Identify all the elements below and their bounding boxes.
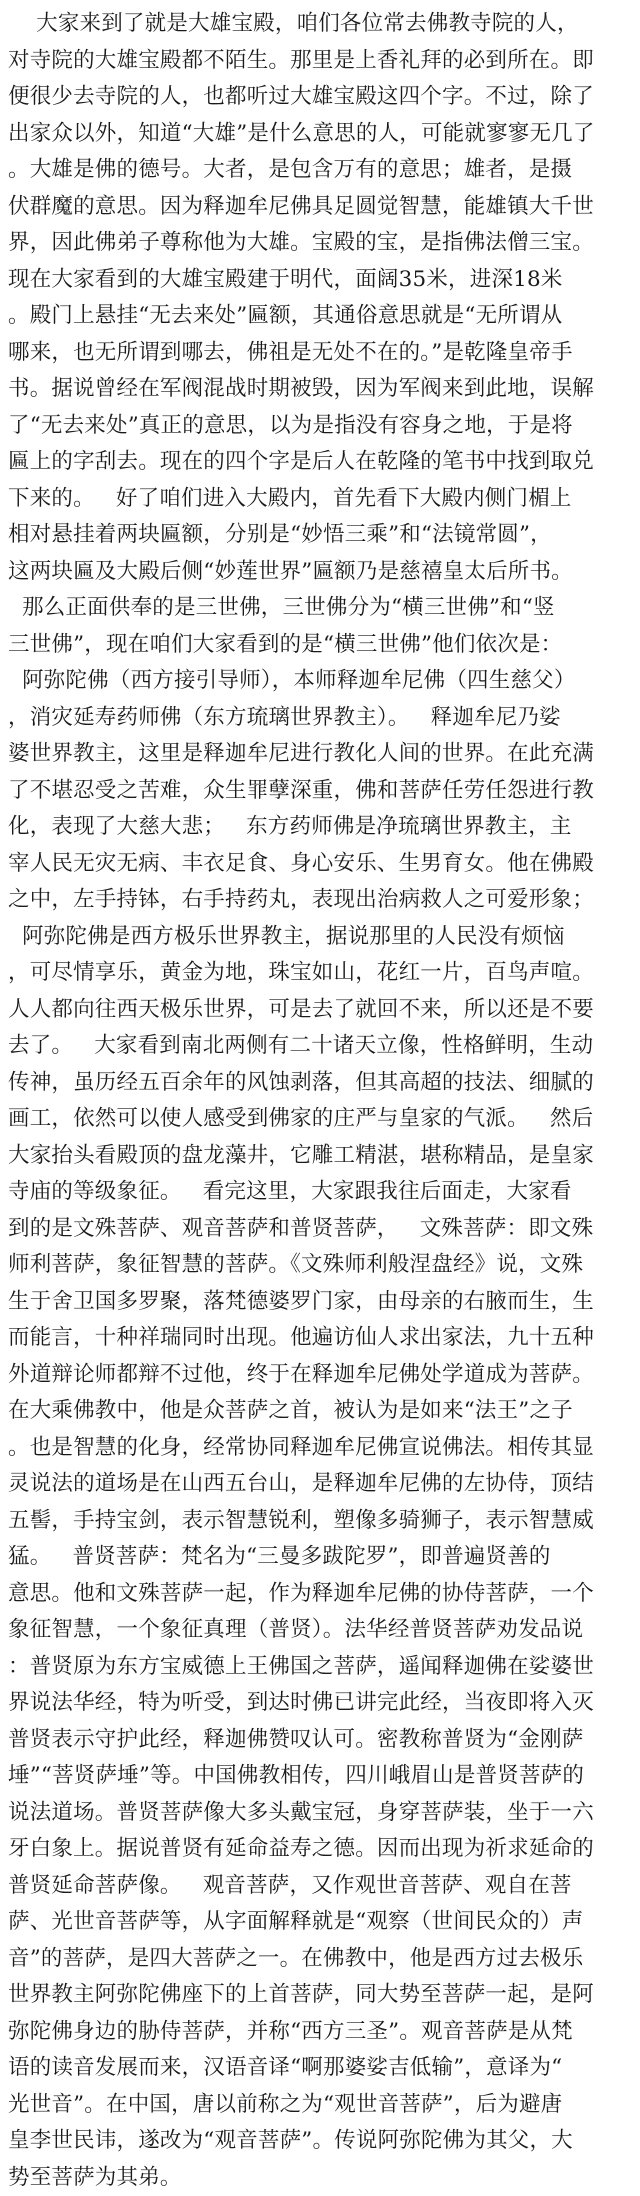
text-line: 下来的。 好了咱们进入大殿内，首先看下大殿内侧门楣上 — [8, 481, 630, 518]
text-line: 埵”“菩贤萨埵”等。中国佛教相传，四川峨眉山是普贤菩萨的 — [8, 1758, 630, 1795]
text-line: 牙白象上。据说普贤有延命益寿之德。因而出现为祈求延命的 — [8, 1831, 630, 1868]
text-line: 伏群魔的意思。因为释迦牟尼佛具足圆觉智慧，能雄镇大千世 — [8, 189, 630, 226]
text-line: 到的是文殊菩萨、观音菩萨和普贤菩萨， 文殊菩萨：即文殊 — [8, 1211, 630, 1248]
text-line: 语的读音发展而来，汉语音译“啊那婆娑吉低输”，意译为“ — [8, 2050, 630, 2087]
text-line: 传神，虽历经五百余年的风蚀剥落，但其高超的技法、细腻的 — [8, 1065, 630, 1102]
text-line: 弥陀佛身边的胁侍菩萨，并称“西方三圣”。观音菩萨是从梵 — [8, 2014, 630, 2051]
text-line: 现在大家看到的大雄宝殿建于明代，面阔35米，进深18米 — [8, 262, 630, 299]
text-line: 便很少去寺院的人，也都听过大雄宝殿这四个字。不过，除了 — [8, 79, 630, 116]
text-line: 寺庙的等级象征。 看完这里，大家跟我往后面走，大家看 — [8, 1174, 630, 1211]
text-line: 生于舍卫国多罗聚，落梵德婆罗门家，由母亲的右腋而生，生 — [8, 1284, 630, 1321]
text-line: 皇李世民讳，遂改为“观音菩萨”。传说阿弥陀佛为其父，大 — [8, 2123, 630, 2160]
text-line: 了“无去来处”真正的意思，以为是指没有容身之地，于是将 — [8, 408, 630, 445]
text-line: 阿弥陀佛（西方接引导师），本师释迦牟尼佛（四生慈父） — [8, 663, 630, 700]
text-line: 化，表现了大慈大悲； 东方药师佛是净琉璃世界教主，主 — [8, 809, 630, 846]
text-line: 这两块匾及大殿后侧“妙莲世界”匾额乃是慈禧皇太后所书。 — [8, 554, 630, 591]
text-line: 对寺院的大雄宝殿都不陌生。那里是上香礼拜的必到所在。即 — [8, 43, 630, 80]
text-line: ，消灾延寿药师佛（东方琉璃世界教主）。 释迦牟尼乃娑 — [8, 700, 630, 737]
text-line: 大家来到了就是大雄宝殿，咱们各位常去佛教寺院的人， — [8, 6, 630, 43]
text-line: 阿弥陀佛是西方极乐世界教主，据说那里的人民没有烦恼 — [8, 919, 630, 956]
text-line: 婆世界教主，这里是释迦牟尼进行教化人间的世界。在此充满 — [8, 736, 630, 773]
text-line: 。殿门上悬挂“无去来处”匾额，其通俗意思就是“无所谓从 — [8, 298, 630, 335]
text-line: 三世佛”，现在咱们大家看到的是“横三世佛”他们依次是： — [8, 627, 630, 664]
text-line: 音”的菩萨，是四大菩萨之一。在佛教中，他是西方过去极乐 — [8, 1941, 630, 1978]
text-line: 。也是智慧的化身，经常协同释迦牟尼佛宣说佛法。相传其显 — [8, 1430, 630, 1467]
text-line: 书。据说曾经在军阀混战时期被毁，因为军阀来到此地，误解 — [8, 371, 630, 408]
text-line: 普贤延命菩萨像。 观音菩萨，又作观世音菩萨、观自在菩 — [8, 1868, 630, 1905]
text-line: 相对悬挂着两块匾额，分别是“妙悟三乘”和“法镜常圆”， — [8, 517, 630, 554]
text-line: 。大雄是佛的德号。大者，是包含万有的意思；雄者，是摄 — [8, 152, 630, 189]
text-line: 象征智慧，一个象征真理（普贤）。法华经普贤菩萨劝发品说 — [8, 1612, 630, 1649]
text-line: 普贤表示守护此经，释迦佛赞叹认可。密教称普贤为“金刚萨 — [8, 1722, 630, 1759]
text-line: 五髻，手持宝剑，表示智慧锐利，塑像多骑狮子，表示智慧威 — [8, 1503, 630, 1540]
text-line: 界说法华经，特为听受，到达时佛已讲完此经，当夜即将入灭 — [8, 1685, 630, 1722]
text-line: 那么正面供奉的是三世佛，三世佛分为“横三世佛”和“竖 — [8, 590, 630, 627]
text-line: 灵说法的道场是在山西五台山，是释迦牟尼佛的左协侍，顶结 — [8, 1466, 630, 1503]
text-line: ，可尽情享乐，黄金为地，珠宝如山，花红一片，百鸟声喧。 — [8, 955, 630, 992]
text-line: 之中，左手持钵，右手持药丸，表现出治病救人之可爱形象； — [8, 882, 630, 919]
text-line: 猛。 普贤菩萨：梵名为“三曼多跋陀罗”，即普遍贤善的 — [8, 1539, 630, 1576]
text-line: 匾上的字刮去。现在的四个字是后人在乾隆的笔书中找到取兑 — [8, 444, 630, 481]
text-line: 了不堪忍受之苦难，众生罪孽深重，佛和菩萨任劳任怨进行教 — [8, 773, 630, 810]
text-line: 去了。 大家看到南北两侧有二十诸天立像，性格鲜明，生动 — [8, 1028, 630, 1065]
text-line: 出家众以外，知道“大雄”是什么意思的人，可能就寥寥无几了 — [8, 116, 630, 153]
text-line: 师利菩萨，象征智慧的菩萨。《文殊师利般涅盘经》说，文殊 — [8, 1247, 630, 1284]
text-line: 意思。他和文殊菩萨一起，作为释迦牟尼佛的协侍菩萨，一个 — [8, 1576, 630, 1613]
text-line: 哪来，也无所谓到哪去，佛祖是无处不在的。”是乾隆皇帝手 — [8, 335, 630, 372]
text-line: 大家抬头看殿顶的盘龙藻井，它雕工精湛，堪称精品，是皇家 — [8, 1138, 630, 1175]
text-line: 光世音”。在中国，唐以前称之为“观世音菩萨”，后为避唐 — [8, 2087, 630, 2124]
text-line: 宰人民无灾无病、丰衣足食、身心安乐、生男育女。他在佛殿 — [8, 846, 630, 883]
text-line: 世界教主阿弥陀佛座下的上首菩萨，同大势至菩萨一起，是阿 — [8, 1977, 630, 2014]
text-line: 界，因此佛弟子尊称他为大雄。宝殿的宝，是指佛法僧三宝。 — [8, 225, 630, 262]
text-line: ：普贤原为东方宝威德上王佛国之菩萨，遥闻释迦佛在娑婆世 — [8, 1649, 630, 1686]
text-line: 势至菩萨为其弟。 — [8, 2160, 630, 2196]
text-line: 画工，依然可以使人感受到佛家的庄严与皇家的气派。 然后 — [8, 1101, 630, 1138]
text-line: 说法道场。普贤菩萨像大多头戴宝冠，身穿菩萨装，坐于一六 — [8, 1795, 630, 1832]
text-line: 萨、光世音菩萨等，从字面解释就是“观察（世间民众的）声 — [8, 1904, 630, 1941]
text-line: 在大乘佛教中，他是众菩萨之首，被认为是如来“法王”之子 — [8, 1393, 630, 1430]
text-line: 人人都向往西天极乐世界，可是去了就回不来，所以还是不要 — [8, 992, 630, 1029]
text-line: 而能言，十种祥瑞同时出现。他遍访仙人求出家法，九十五种 — [8, 1320, 630, 1357]
text-line: 外道辩论师都辩不过他，终于在释迦牟尼佛处学道成为菩萨。 — [8, 1357, 630, 1394]
